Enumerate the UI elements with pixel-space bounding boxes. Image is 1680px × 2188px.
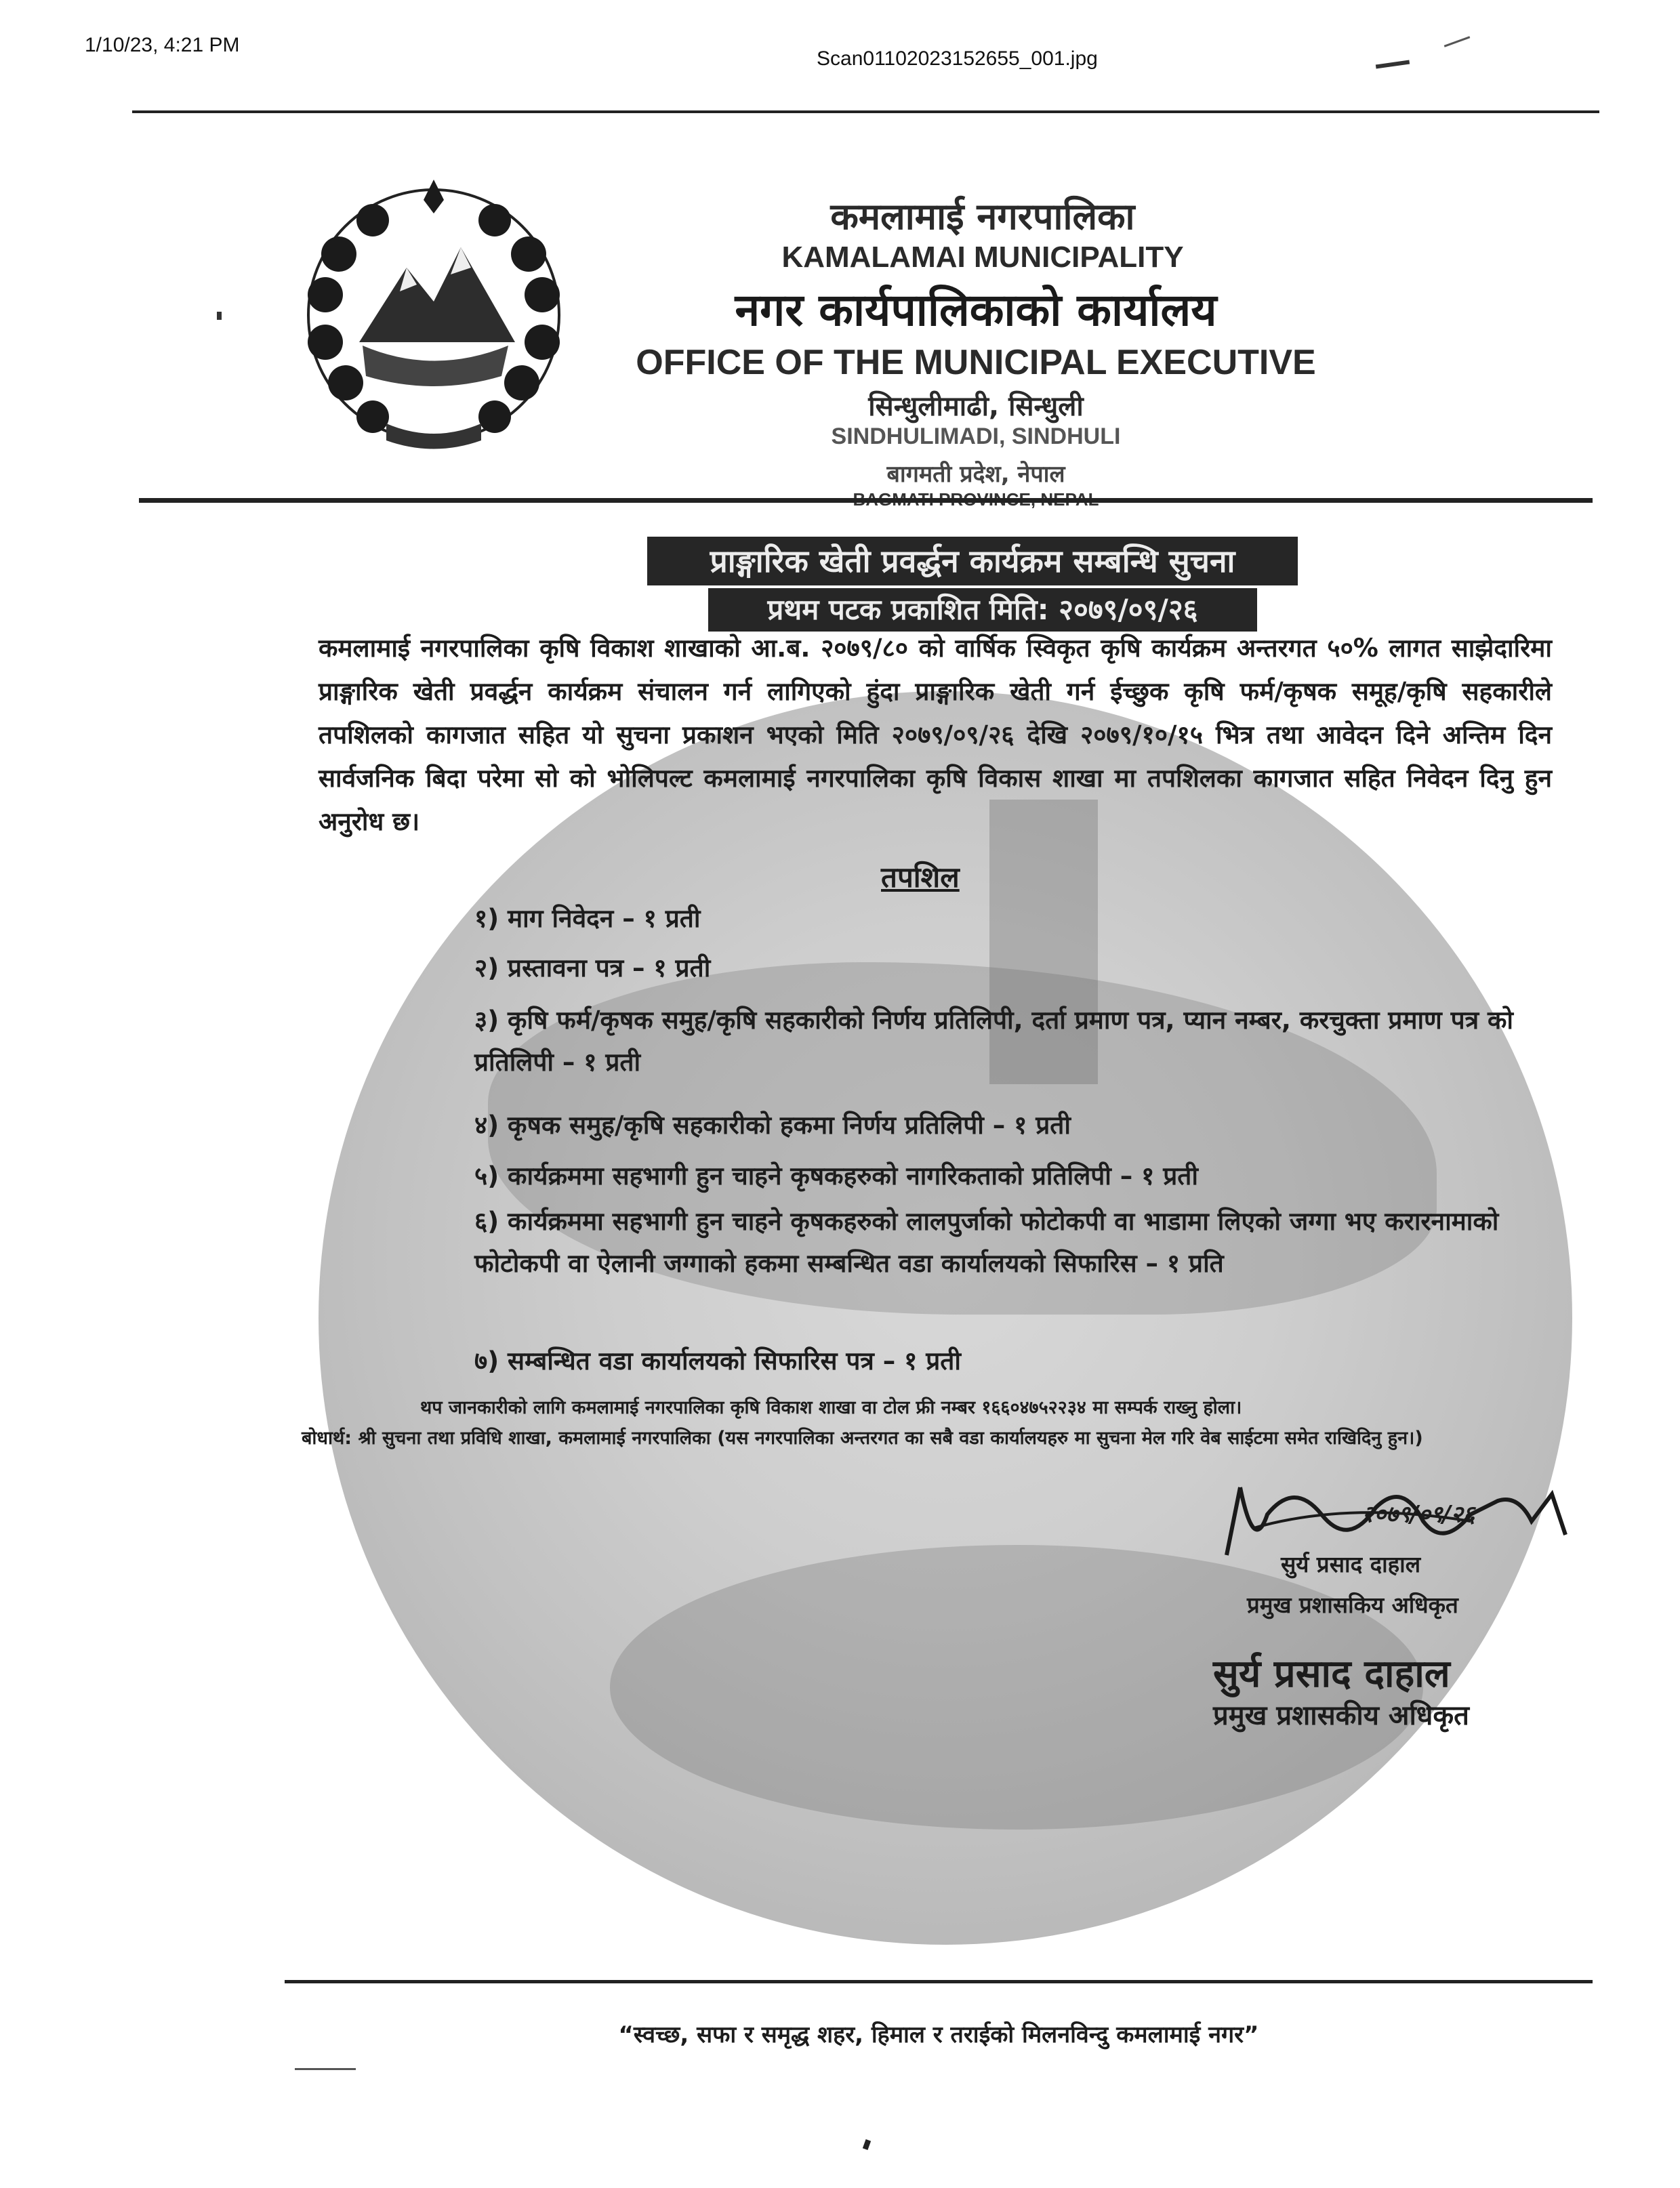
municipality-name-np: कमलामाई नगरपालिका — [830, 195, 1135, 238]
scan-mark — [1444, 36, 1471, 47]
schedule-item: ३) कृषि फर्म/कृषक समुह/कृषि सहकारीको निर्णय प्रतिलिपी, दर्ता प्रमाण पत्र, प्यान नम्बर, करचुक्ता प्रमाण पत्र को प्रतिलिपी – १ प्रती — [474, 1006, 1513, 1077]
print-filename: Scan01102023152655_001.jpg — [817, 47, 1098, 70]
schedule-item: ६) कार्यक्रममा सहभागी हुन चाहने कृषकहरुको लालपुर्जाको फोटोकपी वा भाडामा लिएको जग्गा भए करारनामाको फोटोकपी वा ऐलानी जग्गाको हकमा सम्बन्धित वडा कार्यालयको सिफारिस – १ प्रति — [474, 1207, 1499, 1278]
bodharth-note: बोधार्थ: श्री सुचना तथा प्रविधि शाखा, कमलामाई नगरपालिका (यस नगरपालिका अन्तरगत का सबै वडा कार्यालयहरु मा सुचना मेल गरि वेब साईटमा समेत राखिदिनु हुन।) — [302, 1428, 1423, 1449]
signature-date: २०७९/०९/२६ — [1362, 1501, 1475, 1528]
footer-motto: “स्वच्छ, सफा र समृद्ध शहर, हिमाल र तराईको मिलनविन्दु कमलामाई नगर” — [618, 2021, 1259, 2048]
notice-body: कमलामाई नगरपालिका कृषि विकाश शाखाको आ.ब. २०७९/८० को वार्षिक स्विकृत कृषि कार्यक्रम अन्तरगत ५०% लागत साझेदारिमा प्राङ्गारिक खेती प्रवर्द्धन कार्यक्रम संचालन गर्न लागिएको हुंदा प्राङ्गारिक खेती गर्न ईच्छुक कृषि फर्म/कृषक समूह/कृषि सहकारीले तपशिलको कागजात सहित यो सुचना प्रकाशन भएको मिति २०७९/०९/२६ देखि २०७९/१०/१५ भित्र तथा आवेदन दिने अन्तिम दिन सार्वजनिक बिदा परेमा सो को भोलिपल्ट कमलामाई नगरपालिका कृषि विकास शाखा मा तपशिलका कागजात सहित निवेदन दिनु हुन अनुरोध छ। — [319, 634, 1552, 836]
footer-rule — [285, 1980, 1593, 1983]
contact-note: थप जानकारीको लागि कमलामाई नगरपालिका कृषि विकाश शाखा वा टोल फ्री नम्बर १६६०४७५२२३४ मा सम्पर्क राख्नु होला। — [420, 1397, 1242, 1418]
stamp-title: प्रमुख प्रशासकीय अधिकृत — [1213, 1700, 1469, 1731]
nepal-emblem-icon — [298, 173, 569, 457]
place-np: सिन्धुलीमाढी, सिन्धुली — [868, 391, 1084, 422]
schedule-item: ४) कृषक समुह/कृषि सहकारीको हकमा निर्णय प्रतिलिपी – १ प्रती — [474, 1111, 1071, 1140]
signatory-title: प्रमुख प्रशासकिय अधिकृत — [1247, 1592, 1458, 1618]
footer-mark — [295, 2068, 356, 2070]
municipality-name-en: KAMALAMAI MUNICIPALITY — [781, 241, 1184, 274]
scan-mark — [217, 312, 222, 320]
print-datetime: 1/10/23, 4:21 PM — [85, 34, 240, 56]
signatory-name: सुर्य प्रसाद दाहाल — [1281, 1551, 1421, 1577]
province-np: बागमती प्रदेश, नेपाल — [886, 461, 1065, 488]
place-en: SINDHULIMADI, SINDHULI — [831, 424, 1121, 449]
letterhead-rule — [139, 498, 1593, 503]
scan-mark — [863, 2139, 871, 2150]
schedule-heading: तपशिल — [881, 861, 960, 894]
stamp-name: सुर्य प्रसाद दाहाल — [1213, 1652, 1450, 1696]
office-name-np: नगर कार्यपालिकाको कार्यालय — [735, 284, 1217, 336]
schedule-item: १) माग निवेदन – १ प्रती — [474, 904, 701, 933]
notice-title: प्राङ्गारिक खेती प्रवर्द्धन कार्यक्रम सम्बन्धि सुचना — [647, 537, 1298, 585]
scan-mark — [1376, 60, 1410, 69]
schedule-item: २) प्रस्तावना पत्र – १ प्रती — [474, 953, 711, 983]
top-rule — [132, 110, 1599, 113]
office-name-en: OFFICE OF THE MUNICIPAL EXECUTIVE — [636, 343, 1316, 382]
schedule-item: ७) सम्बन्धित वडा कार्यालयको सिफारिस पत्र – १ प्रती — [474, 1346, 961, 1376]
published-date-line: प्रथम पटक प्रकाशित मिति: २०७९/०९/२६ — [708, 588, 1257, 632]
schedule-item: ५) कार्यक्रममा सहभागी हुन चाहने कृषकहरुको नागरिकताको प्रतिलिपी – १ प्रती — [474, 1161, 1198, 1191]
